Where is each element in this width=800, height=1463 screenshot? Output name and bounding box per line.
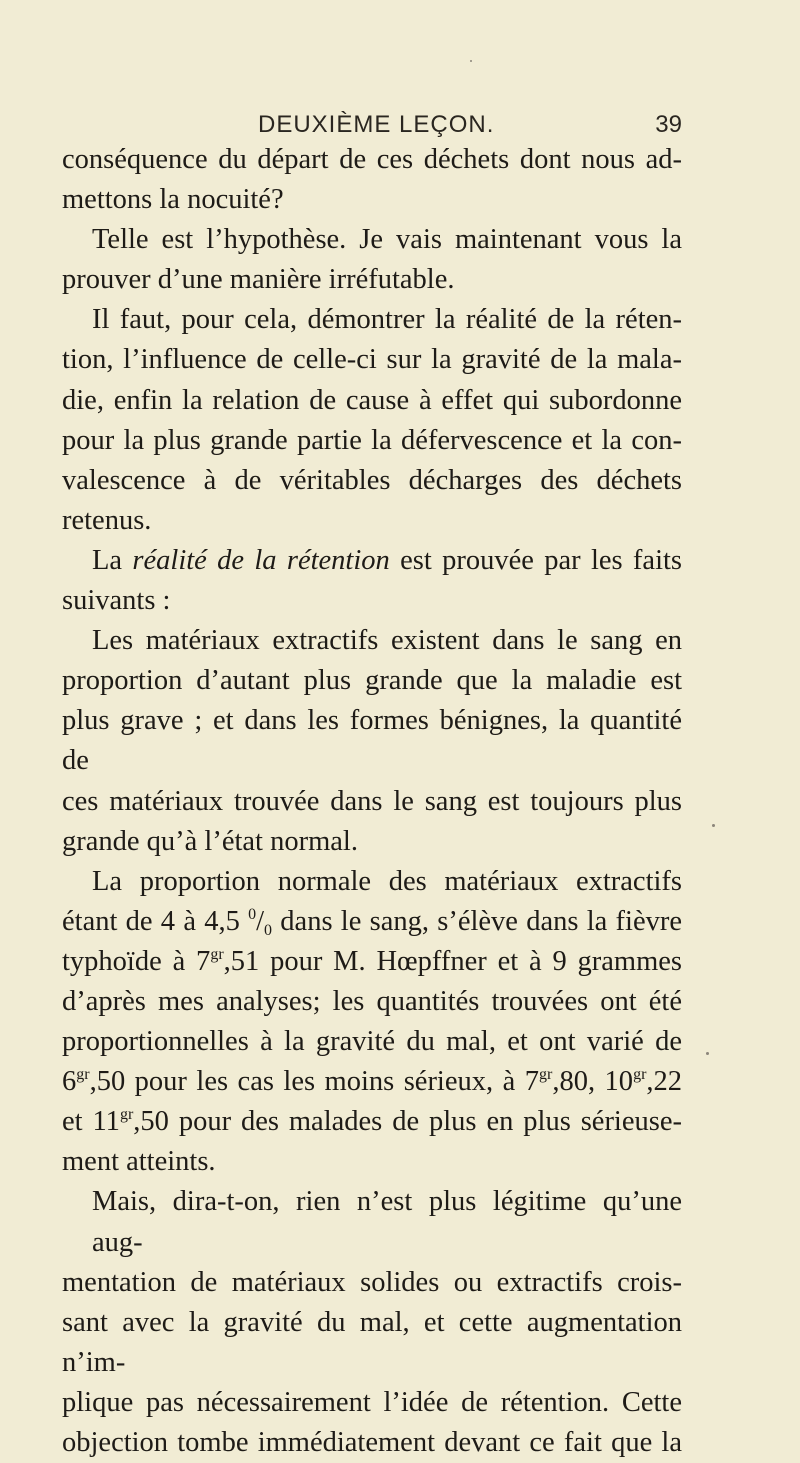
text-line: valescence à de véritables décharges des déchets xyxy=(62,464,682,496)
text-line xyxy=(62,1062,682,1102)
text-line: proportion d’autant plus grande que la maladie est xyxy=(62,665,682,697)
unit-superscript: gr xyxy=(210,945,224,963)
italic-phrase: réalité de la rétention xyxy=(132,544,390,576)
unit-superscript: gr xyxy=(633,1066,647,1084)
text-line: conséquence du départ de ces déchets dont nous ad- xyxy=(62,144,682,175)
text-line: suivants : xyxy=(62,585,171,617)
paper-speck xyxy=(470,60,472,62)
text-line: ment atteints. xyxy=(62,1146,216,1178)
text-fragment: dans le sang, s’élève dans la fièvre xyxy=(272,905,683,937)
text-line: die, enfin la relation de cause à effet qui subordonne xyxy=(62,384,682,416)
text-fragment: ,50 pour les cas les moins sérieux, à 7 xyxy=(89,1066,539,1098)
text-line xyxy=(62,942,682,982)
text-line: La proportion normale des matériaux extractifs xyxy=(92,865,682,897)
page-number: 39 xyxy=(655,111,682,138)
text-line: proportionnelles à la gravité du mal, et ont varié de xyxy=(62,1026,682,1058)
text-line: Les matériaux extractifs existent dans le sang en xyxy=(92,625,682,657)
unit-superscript: gr xyxy=(539,1066,553,1084)
text-line: Il faut, pour cela, démontrer la réalité de la réten- xyxy=(92,304,682,336)
running-head-title: DEUXIÈME LEÇON. xyxy=(258,111,495,138)
percent-sign-bottom: 0 xyxy=(264,921,273,939)
unit-superscript: gr xyxy=(76,1066,90,1084)
text-line xyxy=(62,541,682,581)
text-fragment: est prouvée par les faits xyxy=(389,544,682,576)
text-line: retenus. xyxy=(62,504,152,536)
text-line: Telle est l’hypothèse. Je vais maintenant vous la xyxy=(92,224,682,256)
text-fragment: et 11 xyxy=(62,1106,120,1138)
text-fragment: La xyxy=(92,544,133,576)
text-line: mettons la nocuité? xyxy=(62,184,284,216)
text-line xyxy=(62,902,682,942)
text-fragment: typhoïde à 7 xyxy=(62,945,211,977)
text-fragment: 6 xyxy=(62,1066,77,1098)
text-line: Mais, dira-t-on, rien n’est plus légitime qu’une aug- xyxy=(92,1186,682,1258)
text-fragment: ,50 pour des malades de plus en plus sérieuse- xyxy=(133,1106,682,1138)
unit-superscript: gr xyxy=(119,1106,134,1124)
paper-speck xyxy=(712,824,715,827)
text-line: tion, l’influence de celle-ci sur la gravité de la mala- xyxy=(62,344,682,376)
text-fragment: ,22 xyxy=(646,1066,683,1098)
text-fragment: ,51 pour M. Hœpffner et à 9 grammes xyxy=(223,945,682,977)
text-line: grande qu’à l’état normal. xyxy=(62,825,358,857)
text-line: plus grave ; et dans les formes bénignes, la quantité de xyxy=(62,705,682,777)
percent-sign-top: 0 xyxy=(248,905,257,923)
text-line: d’après mes analyses; les quantités trouvées ont été xyxy=(62,985,682,1017)
text-line: plique pas nécessairement l’idée de rétention. Cette xyxy=(62,1386,682,1418)
text-line: mentation de matériaux solides ou extractifs crois- xyxy=(62,1266,682,1298)
text-line: pour la plus grande partie la défervescence et la con- xyxy=(62,424,682,456)
text-line: ces matériaux trouvée dans le sang est toujours plus xyxy=(62,785,682,817)
percent-sign-slash: / xyxy=(256,905,265,937)
text-line: objection tombe immédiatement devant ce fait que la xyxy=(62,1427,682,1458)
text-line: sant avec la gravité du mal, et cette augmentation n’im- xyxy=(62,1306,682,1378)
paper-speck xyxy=(706,1052,709,1055)
text-line xyxy=(62,1102,682,1142)
text-fragment: ,80, 10 xyxy=(552,1066,634,1098)
body-text xyxy=(62,140,682,1463)
text-fragment: étant de 4 à 4,5 xyxy=(62,905,249,937)
text-line: prouver d’une manière irréfutable. xyxy=(62,264,455,296)
